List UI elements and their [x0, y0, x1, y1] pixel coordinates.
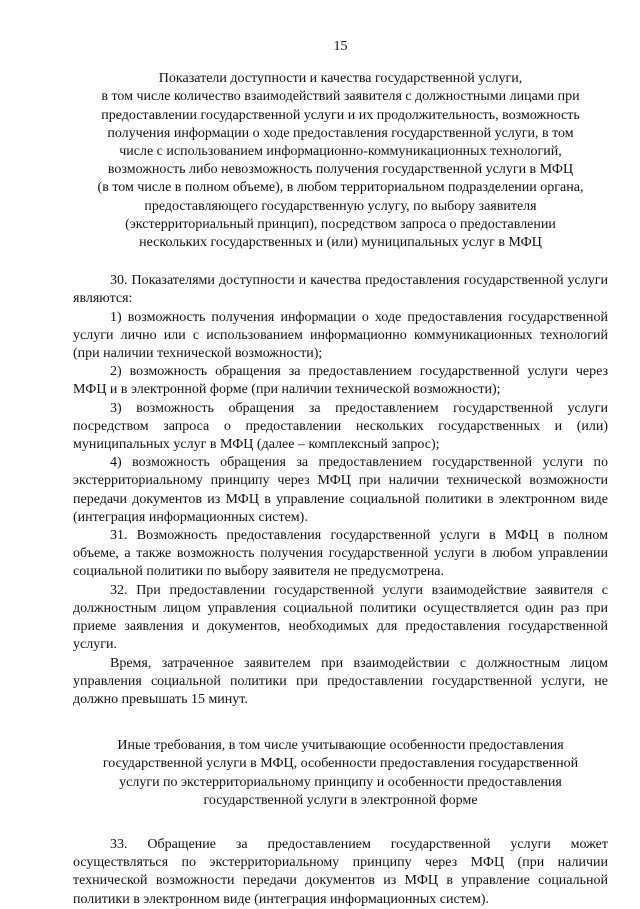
heading-line: государственной услуги в электронной форме — [203, 792, 478, 808]
paragraph-30-item-4: 4) возможность обращения за предоставлением государственной услуги по экстерриториальному принципу через МФЦ при наличии технической возможности передачи документов из МФЦ в управление социальной политики в электронном виде (интеграция информационных систем). — [73, 455, 608, 525]
heading-line: в том числе количество взаимодействий заявителя с должностными лицами при — [101, 89, 580, 105]
page-number: 15 — [333, 39, 348, 54]
paragraph-30-item-2: 2) возможность обращения за предоставлением государственной услуги через МФЦ и в электронной форме (при наличии технической возможности); — [73, 364, 608, 398]
heading-line: нескольких государственных и (или) муниципальных услуг в МФЦ — [139, 235, 542, 251]
heading-line: предоставляющего государственную услугу, по выбору заявителя — [144, 198, 537, 214]
heading-line: Иные требования, в том числе учитывающие особенности предоставления — [117, 738, 564, 754]
heading-line: числе с использованием информационно-коммуникационных технологий, — [119, 144, 562, 160]
paragraph-30-item-3: 3) возможность обращения за предоставлением государственной услуги посредством запроса о предоставлении нескольких государственных и (или) муниципальных услуг в МФЦ (далее – комплексный запрос); — [73, 400, 608, 453]
heading-line: услуги по экстерриториальному принципу и особенности предоставления — [119, 774, 562, 790]
paragraph-32-time: Время, затраченное заявителем при взаимодействии с должностным лицом управления социальной политики при предоставлении государственной услуги, не должно превышать 15 минут. — [73, 655, 608, 707]
heading-line: (экстерриториальный принцип), посредством запроса о предоставлении — [125, 216, 556, 232]
heading-line: возможность либо невозможность получения государственной услуги в МФЦ — [107, 162, 574, 178]
paragraph-30-item-1: 1) возможность получения информации о ходе предоставления государственной услуги лично или с использованием информационно коммуникационных технологий (при наличии технической возможности); — [73, 309, 608, 362]
heading-line: Показатели доступности и качества государственной услуги, — [158, 71, 523, 87]
paragraph-31: 31. Возможность предоставления государственной услуги в МФЦ в полном объеме, а также возможность получения государственной услуги в любом управлении социальной политики по выбору заявителя не предусмотрена. — [73, 528, 608, 580]
heading-line: государственной услуги в МФЦ, особенности предоставления государственной — [102, 756, 579, 772]
paragraph-32: 32. При предоставлении государственной услуги взаимодействие заявителя с должностным лицом управления социальной политики осуществляется один раз при приеме заявления и документов, необходимых для предоставления государственной услуги. — [73, 582, 608, 653]
paragraph-33: 33. Обращение за предоставлением государственной услуги может осуществляться по экстерриториальному принципу через МФЦ (при наличии технической возможности передачи документов из МФЦ в управление социальной политики в электронном виде (интеграция информационных систем). — [73, 836, 608, 907]
heading-line: (в том числе в полном объеме), в любом территориальном подразделении органа, — [97, 180, 584, 196]
heading-line: предоставлении государственной услуги и их продолжительность, возможность — [101, 107, 580, 123]
paragraph-30: 30. Показателями доступности и качества предоставления государственной услуги являются: — [73, 273, 608, 307]
section-heading-accessibility — [73, 70, 608, 252]
heading-line: получения информации о ходе предоставления государственной услуги, в том — [107, 125, 574, 141]
section-heading-other-requirements — [73, 737, 608, 810]
